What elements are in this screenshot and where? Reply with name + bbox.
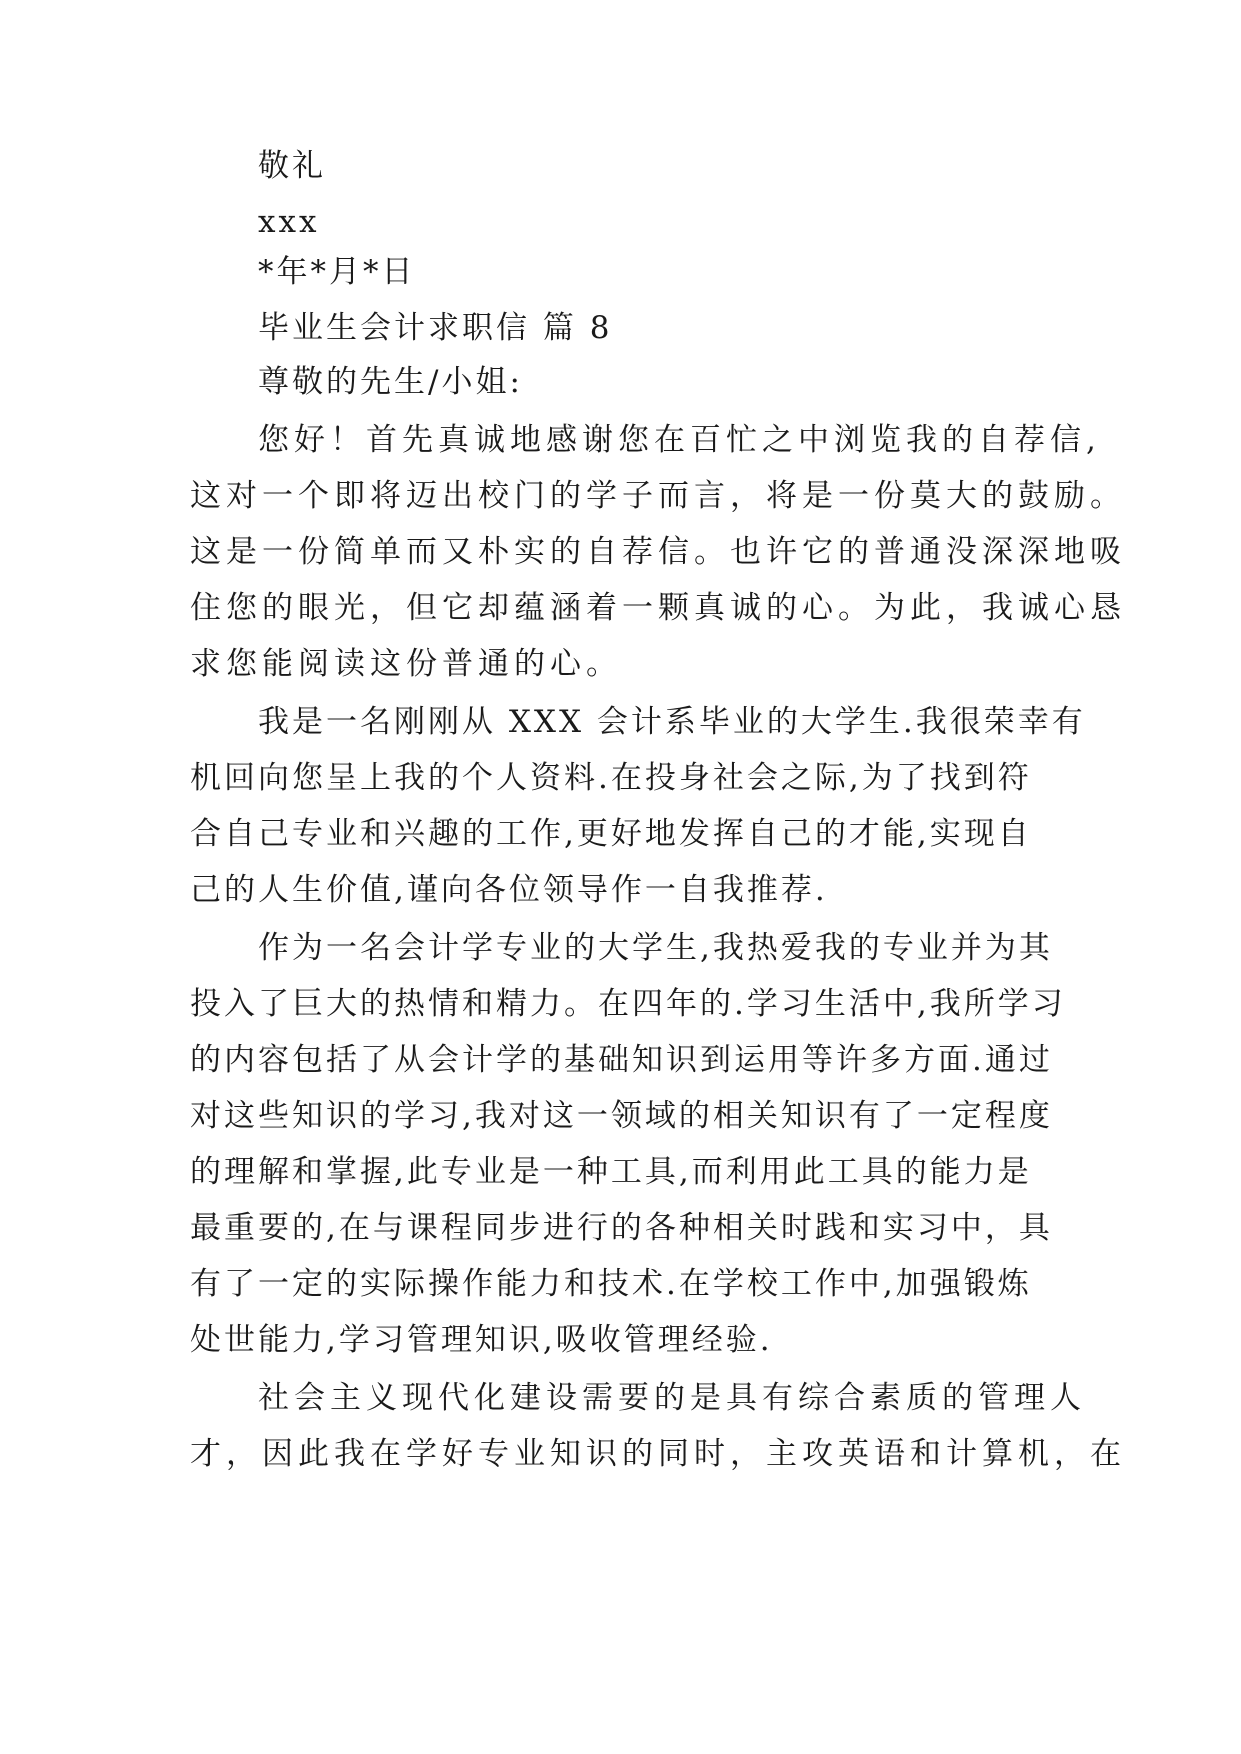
paragraph-3-line-6: 最重要的,在与课程同步进行的各种相关时践和实习中，具 — [190, 1210, 1053, 1246]
paragraph-3-line-7: 有了一定的实际操作能力和技术.在学校工作中,加强锻炼 — [190, 1266, 1032, 1302]
paragraph-1-line-1: 您好！首先真诚地感谢您在百忙之中浏览我的自荐信, — [258, 422, 1101, 458]
paragraph-3-line-4: 对这些知识的学习,我对这一领域的相关知识有了一定程度 — [190, 1098, 1053, 1134]
signature-text: xxx — [258, 204, 320, 240]
paragraph-1-line-5: 求您能阅读这份普通的心。 — [190, 646, 622, 682]
paragraph-3-line-3: 的内容包括了从会计学的基础知识到运用等许多方面.通过 — [190, 1042, 1053, 1078]
date-text: *年*月*日 — [258, 254, 416, 290]
paragraph-1-line-4: 住您的眼光，但它却蕴涵着一颗真诚的心。为此，我诚心恳 — [190, 590, 1126, 626]
paragraph-3-line-8: 处世能力,学习管理知识,吸收管理经验. — [190, 1322, 773, 1358]
paragraph-3-line-5: 的理解和掌握,此专业是一种工具,而利用此工具的能力是 — [190, 1154, 1032, 1190]
salutation-text: 尊敬的先生/小姐: — [258, 364, 523, 400]
paragraph-3-line-1: 作为一名会计学专业的大学生,我热爱我的专业并为其 — [258, 930, 1053, 966]
paragraph-3-line-2: 投入了巨大的热情和精力。在四年的.学习生活中,我所学习 — [190, 986, 1066, 1022]
closing-text: 敬礼 — [258, 148, 326, 184]
section-title: 毕业生会计求职信 篇 8 — [258, 310, 613, 346]
paragraph-2-line-4: 己的人生价值,谨向各位领导作一自我推荐. — [190, 872, 828, 908]
paragraph-2-line-1: 我是一名刚刚从 XXX 会计系毕业的大学生.我很荣幸有 — [258, 704, 1086, 740]
paragraph-2-line-2: 机回向您呈上我的个人资料.在投身社会之际,为了找到符 — [190, 760, 1032, 796]
paragraph-2-line-3: 合自己专业和兴趣的工作,更好地发挥自己的才能,实现自 — [190, 816, 1032, 852]
paragraph-1-line-3: 这是一份简单而又朴实的自荐信。也许它的普通没深深地吸 — [190, 534, 1126, 570]
paragraph-1-line-2: 这对一个即将迈出校门的学子而言，将是一份莫大的鼓励。 — [190, 478, 1126, 514]
paragraph-4-line-1: 社会主义现代化建设需要的是具有综合素质的管理人 — [258, 1380, 1086, 1416]
paragraph-4-line-2: 才，因此我在学好专业知识的同时，主攻英语和计算机，在 — [190, 1436, 1126, 1472]
